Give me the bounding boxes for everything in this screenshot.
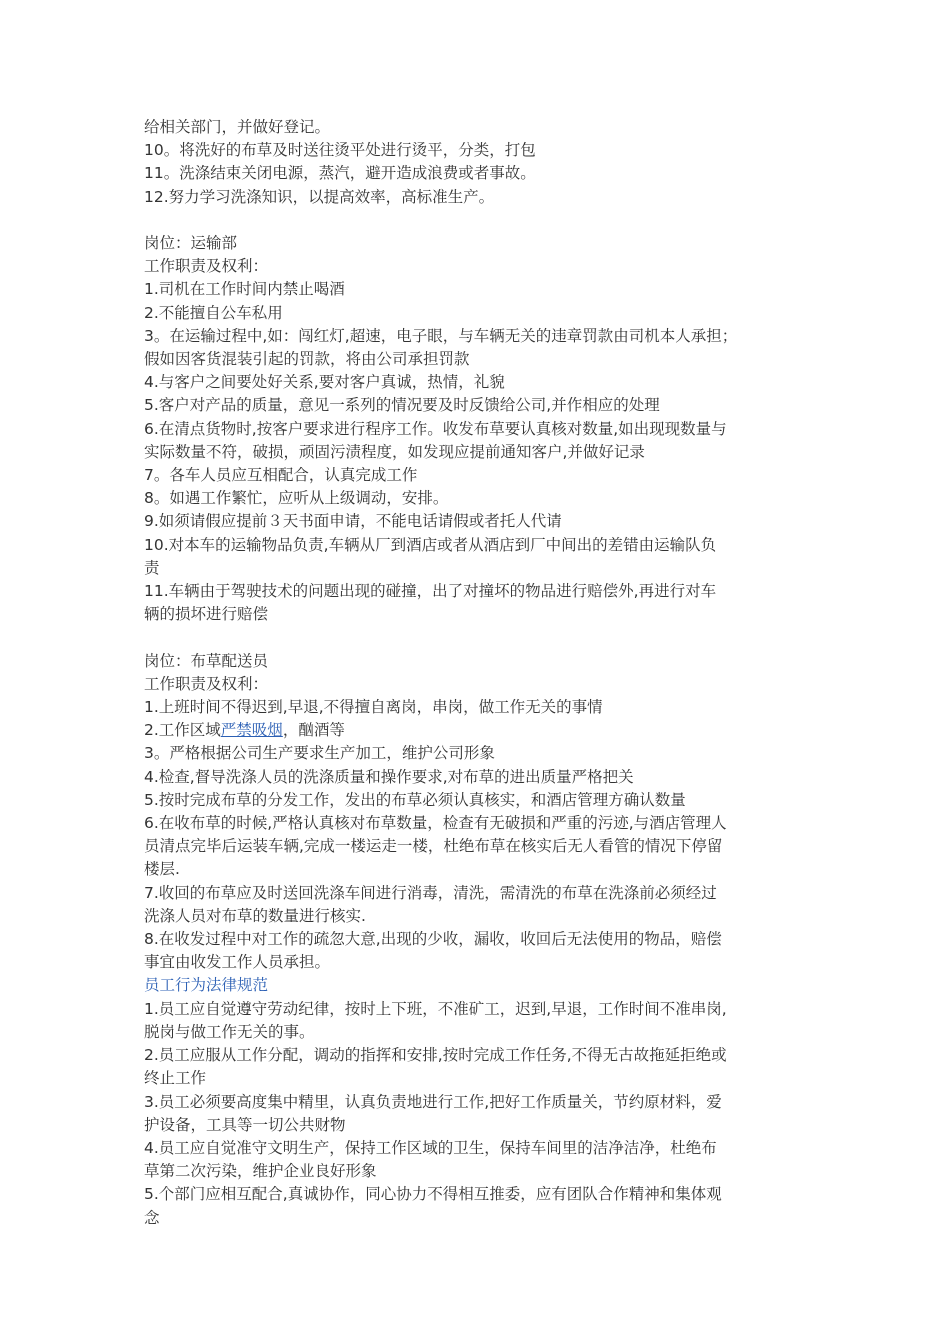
text-line: 1.上班时间不得迟到,早退,不得擅自离岗，串岗，做工作无关的事情 bbox=[144, 698, 603, 717]
rules-section bbox=[144, 974, 814, 1229]
text-line: 事宜由收发工作人员承担。 bbox=[144, 953, 331, 972]
no-smoking-link[interactable]: 严禁吸烟 bbox=[220, 721, 283, 740]
document-page bbox=[144, 116, 814, 1230]
delivery-section bbox=[144, 650, 814, 975]
text-line: 8.在收发过程中对工作的疏忽大意,出现的少收，漏收，收回后无法使用的物品，赔偿 bbox=[144, 930, 722, 949]
text-line: 给相关部门，并做好登记。 bbox=[144, 118, 331, 136]
spacer bbox=[144, 626, 814, 649]
text-line: 3。在运输过程中,如：闯红灯,超速，电子眼，与车辆无关的违章罚款由司机本人承担； bbox=[144, 326, 738, 345]
text-line: 念 bbox=[144, 1208, 160, 1227]
text-line: 责 bbox=[144, 558, 160, 577]
text-line: 洗涤人员对布草的数量进行核实. bbox=[144, 906, 366, 925]
text-line: 1.员工应自觉遵守劳动纪律，按时上下班，不准矿工，迟到,早退，工作时间不准串岗, bbox=[144, 999, 727, 1018]
text-line: 楼层. bbox=[144, 860, 180, 879]
text-line: 7。各车人员应互相配合，认真完成工作 bbox=[144, 466, 418, 485]
text-line: 7.收回的布草应及时送回洗涤车间进行消毒，清洗，需清洗的布草在洗涤前必须经过 bbox=[144, 883, 717, 902]
text-line: 4.员工应自觉准守文明生产，保持工作区域的卫生，保持车间里的洁净洁净，杜绝布 bbox=[144, 1138, 717, 1157]
text-line: 假如因客货混装引起的罚款，将由公司承担罚款 bbox=[144, 350, 470, 369]
text-line: 脱岗与做工作无关的事。 bbox=[144, 1022, 315, 1041]
text-line: 4.与客户之间要处好关系,要对客户真诚，热情，礼貌 bbox=[144, 373, 505, 392]
text-line: 11。洗涤结束关闭电源，蒸汽，避开造成浪费或者事故。 bbox=[144, 164, 536, 183]
text-line: 6.在清点货物时,按客户要求进行程序工作。收发布草要认真核对数量,如出现现数量与 bbox=[144, 419, 727, 438]
text-line: 5.按时完成布草的分发工作，发出的布草必须认真核实，和酒店管理方确认数量 bbox=[144, 790, 686, 809]
spacer bbox=[144, 209, 814, 232]
text-line: 10。将洗好的布草及时送往烫平处进行烫平，分类，打包 bbox=[144, 141, 536, 160]
position-title: 岗位：布草配送员 bbox=[144, 651, 269, 670]
text-line-with-link bbox=[144, 719, 814, 742]
text-line: 护设备，工具等一切公共财物 bbox=[144, 1115, 346, 1134]
text-line: 终止工作 bbox=[144, 1069, 207, 1088]
text-line: 9.如须请假应提前３天书面申请，不能电话请假或者托人代请 bbox=[144, 512, 562, 531]
duties-title: 工作职责及权利： bbox=[144, 257, 269, 276]
text-line: 5.客户对产品的质量，意见一系列的情况要及时反馈给公司,并作相应的处理 bbox=[144, 396, 660, 415]
laundry-section-tail bbox=[144, 116, 814, 209]
text-line: 员清点完毕后运装车辆,完成一楼运走一楼，杜绝布草在核实后无人看管的情况下停留 bbox=[144, 837, 723, 856]
text-line: 2.不能擅自公车私用 bbox=[144, 303, 283, 322]
text-line: 6.在收布草的时候,严格认真核对布草数量，检查有无破损和严重的污迹,与酒店管理人 bbox=[144, 814, 727, 833]
text-line: 4.检查,督导洗涤人员的洗涤质量和操作要求,对布草的进出质量严格把关 bbox=[144, 767, 634, 786]
text-line: 8。如遇工作繁忙，应听从上级调动，安排。 bbox=[144, 489, 449, 508]
text-line: 辆的损坏进行赔偿 bbox=[144, 605, 269, 624]
text-line: 草第二次污染，维护企业良好形象 bbox=[144, 1162, 377, 1181]
text-fragment: ，酗酒等 bbox=[282, 721, 345, 740]
rules-heading-link[interactable]: 员工行为法律规范 bbox=[144, 976, 269, 995]
text-line: 2.员工应服从工作分配，调动的指挥和安排,按时完成工作任务,不得无古故拖延拒绝或 bbox=[144, 1046, 727, 1065]
duties-title: 工作职责及权利： bbox=[144, 674, 269, 693]
text-line: 3.员工必须要高度集中精里，认真负责地进行工作,把好工作质量关，节约原材料，爱 bbox=[144, 1092, 722, 1111]
text-line: 5.个部门应相互配合,真诚协作，同心协力不得相互推委，应有团队合作精神和集体观 bbox=[144, 1185, 722, 1204]
text-line: 11.车辆由于驾驶技术的问题出现的碰撞，出了对撞坏的物品进行赔偿外,再进行对车 bbox=[144, 582, 717, 601]
transport-section bbox=[144, 232, 814, 626]
text-line: 12.努力学习洗涤知识，以提高效率，高标准生产。 bbox=[144, 187, 495, 206]
text-fragment: 2.工作区域 bbox=[144, 721, 221, 740]
text-line: 实际数量不符，破损，顽固污渍程度，如发现应提前通知客户,并做好记录 bbox=[144, 442, 645, 461]
position-title: 岗位：运输部 bbox=[144, 234, 238, 252]
text-line: 3。严格根据公司生产要求生产加工，维护公司形象 bbox=[144, 744, 495, 763]
text-line: 1.司机在工作时间内禁止喝酒 bbox=[144, 280, 345, 299]
text-line: 10.对本车的运输物品负责,车辆从厂到酒店或者从酒店到厂中间出的差错由运输队负 bbox=[144, 535, 717, 554]
